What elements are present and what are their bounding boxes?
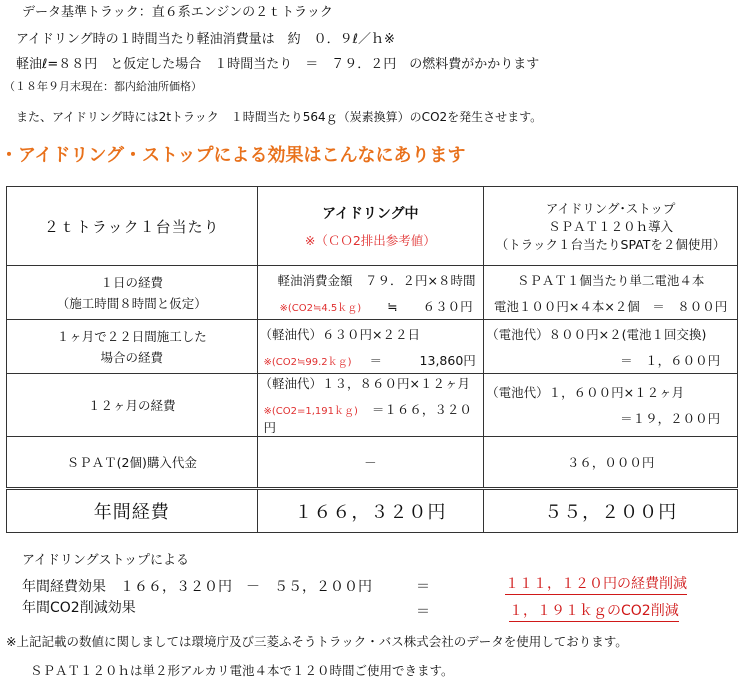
header-stop-line2: ＳＰＡＴ１２０ｈ導入	[548, 219, 674, 234]
row3-label-cell	[7, 374, 258, 437]
row2-label-cell	[7, 320, 258, 374]
row1-label-line1: １日の経費	[100, 275, 163, 290]
row2-label-line1: １ヶ月で２２日間施工した	[56, 329, 207, 344]
header-vehicle-cell	[7, 187, 258, 266]
row2-stop-line2: ＝ １，６００円	[620, 352, 721, 368]
intro-line-3: 軽油ℓ=８８円 と仮定した場合 １時間当たり ＝ ７９．２円 の燃料費がかかります	[16, 57, 540, 72]
row4-label-cell	[7, 437, 258, 489]
row1-idle-cell	[257, 266, 484, 320]
row1-idle-co2: ※(CO2≒4.5ｋｇ)	[279, 302, 362, 314]
row4-stop: ３６，０００円	[566, 455, 655, 470]
header-idling-cell	[257, 187, 484, 266]
table-row	[7, 374, 738, 437]
row2-idle-cell	[257, 320, 484, 374]
summary-line-1: 年間経費効果 １６６，３２０円 － ５５，２００円	[22, 579, 372, 595]
intro-line-1: データ基準トラック：直６系エンジンの２ｔトラック	[22, 5, 333, 20]
table-row	[7, 437, 738, 489]
intro-line-2: アイドリング時の１時間当たり軽油消費量は 約 ０．９ℓ／ｈ※	[16, 32, 395, 47]
summary-line-2: 年間CO2削減効果	[22, 600, 136, 616]
summary-eq-2: ＝	[416, 604, 430, 620]
row3-idle-line1: （軽油代）１３，８６０円×１２ヶ月	[259, 376, 470, 391]
table-row	[7, 320, 738, 374]
header-idling-sub: ※（ＣＯ2排出参考値）	[304, 233, 436, 248]
header-stop-cell	[484, 187, 738, 266]
summary-result-2: １，１９１ｋｇのCO2削減	[509, 600, 679, 622]
table-header-row	[7, 187, 738, 266]
row2-idle-line1: （軽油代）６３０円×２２日	[259, 326, 420, 342]
cost-comparison-table	[6, 186, 738, 533]
total-idle-cell	[257, 489, 484, 533]
total-stop-cell	[484, 489, 738, 533]
table-total-row	[7, 489, 738, 533]
total-stop: ５５，２００円	[544, 502, 678, 523]
row1-stop-cell	[484, 266, 738, 320]
row1-stop-line2: 電池１００円×４本×２個 ＝ ８００円	[493, 298, 728, 314]
header-stop-line3: （トラック１台当たりSPATを２個使用）	[495, 237, 726, 252]
row1-stop-line1: ＳＰＡＴ１個当たり単二電池４本	[516, 272, 705, 288]
row2-idle-eq: ＝ 13,860円	[369, 352, 476, 368]
row2-idle-co2: ※(CO2≒99.2ｋｇ)	[263, 356, 352, 368]
total-label: 年間経費	[93, 502, 170, 523]
row2-label-line2: 場合の経費	[100, 350, 163, 365]
intro-line-4: （１８年９月末現在：都内給油所価格）	[4, 80, 202, 93]
total-idle: １６６，３２０円	[294, 502, 447, 523]
row2-stop-cell	[484, 320, 738, 374]
row3-stop-cell	[484, 374, 738, 437]
footnote-2: ＳＰＡＴ１２０ｈは単２形アルカリ電池４本で１２０時間ご使用できます。	[30, 663, 454, 678]
row4-idle: －	[364, 455, 377, 470]
summary-result-1: １１１，１２０円の経費削減	[505, 573, 687, 595]
summary-eq-1: ＝	[416, 579, 430, 595]
row2-stop-line1: （電池代）８００円×２(電池１回交換)	[486, 326, 707, 342]
row4-idle-cell	[257, 437, 484, 489]
row1-label-line2: （施工時間８時間と仮定）	[56, 296, 207, 311]
row4-label: ＳＰＡＴ(2個)購入代金	[66, 455, 197, 470]
table-row	[7, 266, 738, 320]
row3-idle-eq: ＝１６６，３２０円	[263, 402, 472, 435]
row3-stop-line1: （電池代）１，６００円×１２ヶ月	[486, 385, 685, 400]
section-heading: ・アイドリング・ストップによる効果はこんなにあります	[0, 145, 466, 166]
row1-label-cell	[7, 266, 258, 320]
summary-intro: アイドリングストップによる	[22, 553, 190, 568]
row3-stop-line2: ＝１９，２００円	[620, 411, 721, 426]
row3-idle-cell	[257, 374, 484, 437]
header-stop-line1: アイドリング･ストップ	[545, 201, 676, 216]
header-idling-title: アイドリング中	[322, 206, 419, 222]
intro-line-5: また、アイドリング時には2tトラック １時間当たり564ｇ（炭素換算）のCO2を発生させます。	[16, 110, 543, 124]
footnote-1: ※上記記載の数値に関しましては環境庁及び三菱ふそうトラック・バス株式会社のデータを使用しております。	[6, 634, 628, 649]
row3-idle-co2: ※(CO2=1,191ｋｇ)	[263, 406, 358, 417]
row1-idle-eq: ≒ ６３０円	[387, 298, 473, 314]
row4-stop-cell	[484, 437, 738, 489]
row1-idle-line1: 軽油消費金額 ７９．２円×８時間	[277, 272, 476, 288]
row3-label: １２ヶ月の経費	[87, 398, 176, 413]
total-label-cell	[7, 489, 258, 533]
header-vehicle-label: ２ｔトラック１台当たり	[43, 217, 220, 236]
